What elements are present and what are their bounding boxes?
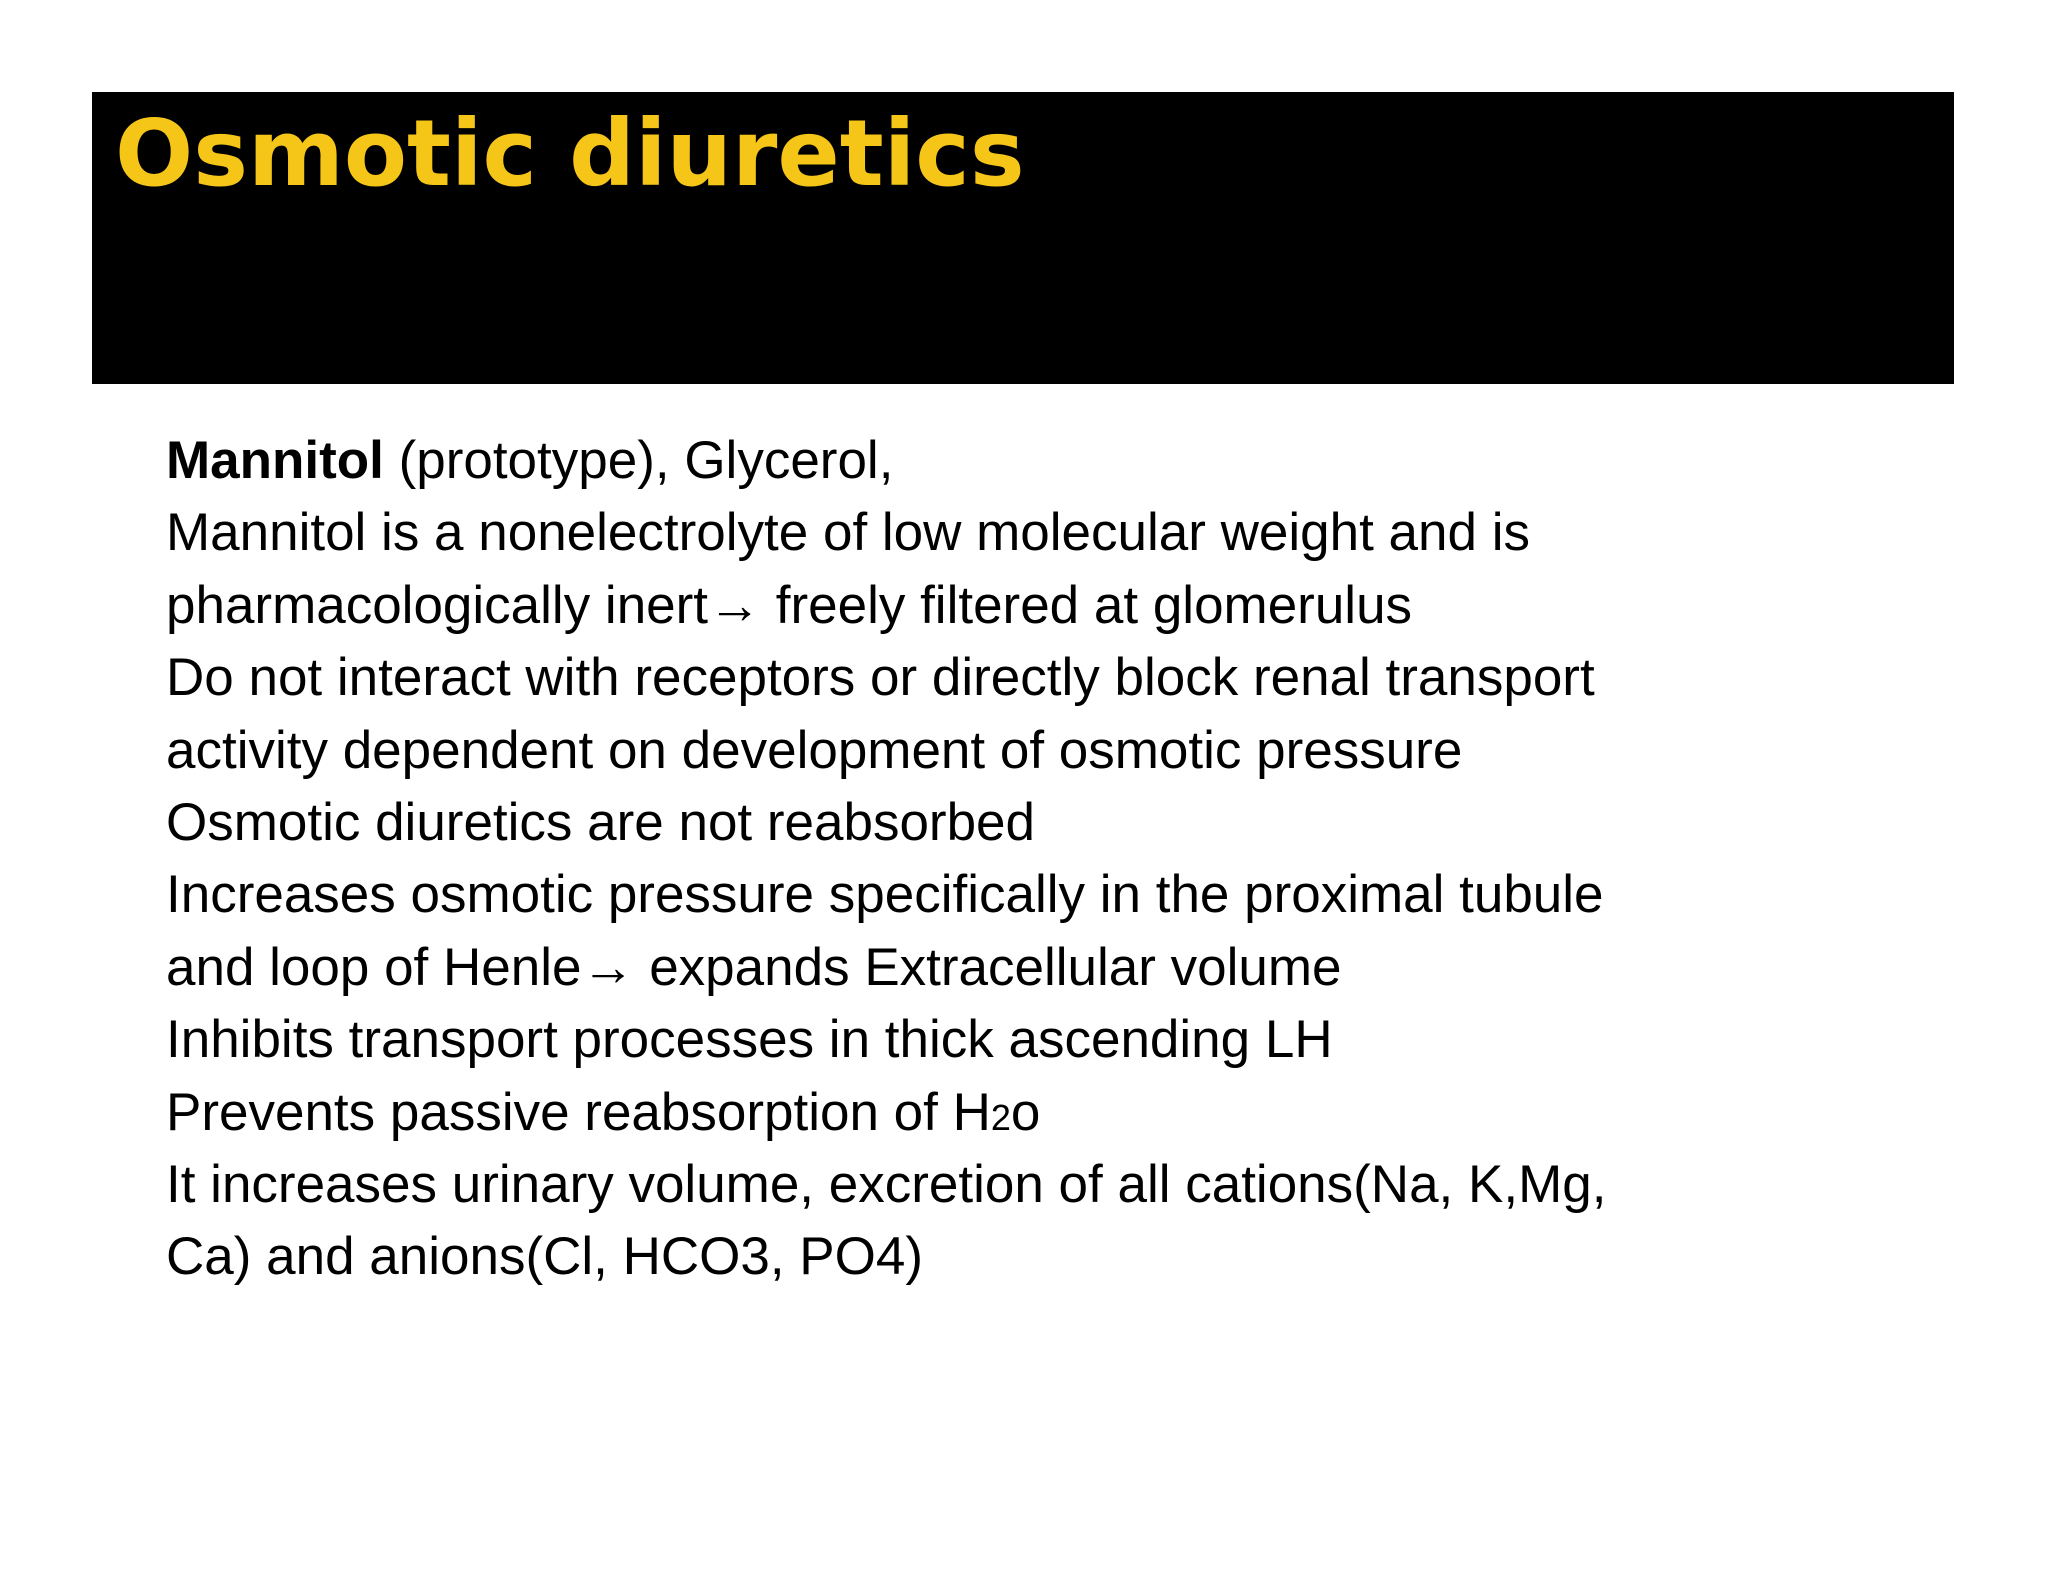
body-line-9: Inhibits transport processes in thick ascending LH [166, 1010, 1333, 1070]
line-text: o [1010, 1082, 1041, 1142]
line-text: (prototype), Glycerol, [383, 431, 894, 490]
body-line-7: Increases osmotic pressure specifically in the proximal tubule [166, 865, 1604, 925]
body-line-8: and loop of Henle→ expands Extracellular volume [166, 937, 1342, 997]
body-line-2: Mannitol is a nonelectrolyte of low molecular weight and is [166, 503, 1530, 563]
body-line-4: Do not interact with receptors or directly block renal transport [166, 648, 1595, 708]
body-line-5: activity dependent on development of osmotic pressure [166, 720, 1463, 780]
body-line-11: It increases urinary volume, excretion of all cations(Na, K,Mg, [166, 1154, 1607, 1214]
subscript: 2 [990, 1096, 1011, 1138]
body-line-6: Osmotic diuretics are not reabsorbed [166, 792, 1036, 852]
body-line-10 [166, 1077, 1926, 1149]
slide-body [166, 425, 1926, 1294]
bold-term: Mannitol [166, 431, 384, 490]
line-text: Prevents passive reabsorption of H [166, 1082, 991, 1142]
body-line-3: pharmacologically inert→ freely filtered at glomerulus [166, 575, 1413, 635]
body-line-1 [166, 425, 1926, 497]
slide-title: Osmotic diuretics [115, 100, 1025, 207]
body-line-12: Ca) and anions(Cl, HCO3, PO4) [166, 1227, 924, 1287]
